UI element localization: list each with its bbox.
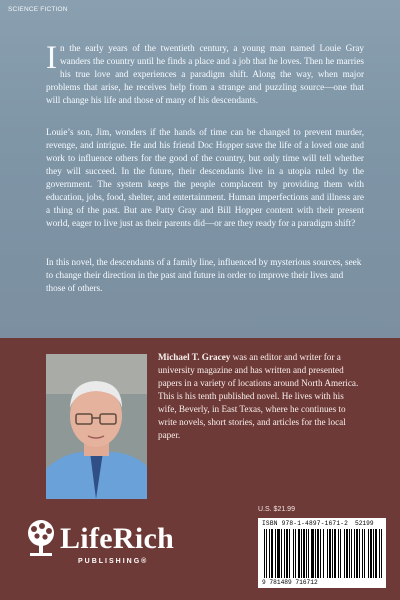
barcode-bar: [373, 529, 374, 578]
barcode-bar: [351, 529, 352, 578]
barcode-bar: [338, 529, 339, 578]
barcode-bar: [364, 529, 365, 578]
drop-cap: I: [46, 40, 57, 76]
barcode-bar: [317, 529, 319, 578]
barcode-bar: [354, 529, 355, 578]
barcode-bar: [303, 529, 305, 578]
blurb-paragraph-3: In this novel, the descendants of a family line, influenced by mysterious sources, seek to change their direction in the past and future in order to improve their lives and those of others.: [46, 257, 362, 293]
barcode-bar: [264, 529, 265, 578]
publisher-name: LifeRich: [60, 522, 175, 555]
barcode-bar: [346, 529, 348, 578]
author-bio-text: was an editor and writer for a university magazine and has written and presented papers in a variety of locations around North America. This is his tenth published novel. He lives with his wife, Beverly, in East Texas, where he continues to write novels, short stories, and articles for the local paper.: [158, 352, 359, 440]
barcode-bar: [269, 529, 270, 578]
barcode-bar: [289, 529, 290, 578]
barcode-bar: [334, 529, 336, 578]
barcode-bar: [293, 529, 294, 578]
barcode-bar: [381, 529, 382, 578]
blurb-paragraph-1-text: n the early years of the twentieth century, a young man named Louie Gray wanders the country until he finds a place and a job that he loves. Then he marries his true love and experiences a paradigm shift. Along the way, when major problems that arise, he receives help from a strange and puzzling source—one that will change his life and those of many of his descendants.: [46, 43, 364, 105]
blurb-paragraph-1: [46, 42, 364, 107]
barcode-bar: [295, 529, 296, 578]
barcode-bar: [362, 529, 363, 578]
barcode-bar: [311, 529, 314, 578]
barcode-bar: [298, 529, 300, 578]
barcode-bar: [332, 529, 333, 578]
barcode-bar: [306, 529, 307, 578]
barcode-bar: [356, 529, 358, 578]
barcode-bar: [323, 529, 324, 578]
author-photo: [46, 354, 147, 499]
barcode-bar: [375, 529, 377, 578]
barcode-bar: [320, 529, 321, 578]
author-bio: [158, 351, 360, 442]
barcode-addon-digits: 52199: [355, 520, 374, 527]
barcode-bar: [315, 529, 316, 578]
blurb-paragraph-2: Louie’s son, Jim, wonders if the hands of time can be changed to prevent murder, revenge, and intrigue. He and his friend Doc Hopper save the life of a loved one and work to influence others for the good of the country, but only time will tell whether they will succeed. In the future, their descendants live in a utopia ruled by the government. The system keeps the people complacent by providing them with education, jobs, food, shelter, and entertainment. Human imperfections and illness are a thing of the past. But are Patty Gray and Bill Hopper content with their present world, eager to live just as their parents did—or are they ready for a paradigm shift?: [46, 127, 364, 228]
barcode-bar: [301, 529, 302, 578]
barcode-bar: [349, 529, 350, 578]
isbn-barcode: [258, 518, 386, 588]
barcode-bar: [266, 529, 267, 578]
barcode-bar: [370, 529, 372, 578]
barcode-bar: [340, 529, 341, 578]
barcode-bar: [379, 529, 380, 578]
barcode-bar: [277, 529, 280, 578]
isbn-number: ISBN 978-1-4897-1671-2: [262, 520, 349, 527]
barcode-bar: [359, 529, 360, 578]
barcode-bar: [271, 529, 273, 578]
publisher-logo: [22, 515, 212, 570]
barcode-bars: [258, 518, 386, 588]
barcode-bar: [281, 529, 282, 578]
barcode-bar: [308, 529, 309, 578]
genre-label: SCIENCE FICTION: [8, 6, 68, 13]
price-label: U.S. $21.99: [258, 506, 295, 513]
barcode-bar: [344, 529, 345, 578]
barcode-bar: [284, 529, 285, 578]
barcode-bar: [286, 529, 288, 578]
barcode-bar: [327, 529, 328, 578]
publisher-tagline: PUBLISHING®: [78, 558, 149, 565]
barcode-digits: 9 781489 716712: [262, 579, 318, 586]
tree-icon: [22, 519, 60, 557]
barcode-bar: [368, 529, 369, 578]
author-name: Michael T. Gracey: [158, 352, 231, 362]
barcode-bar: [329, 529, 331, 578]
barcode-bar: [275, 529, 276, 578]
